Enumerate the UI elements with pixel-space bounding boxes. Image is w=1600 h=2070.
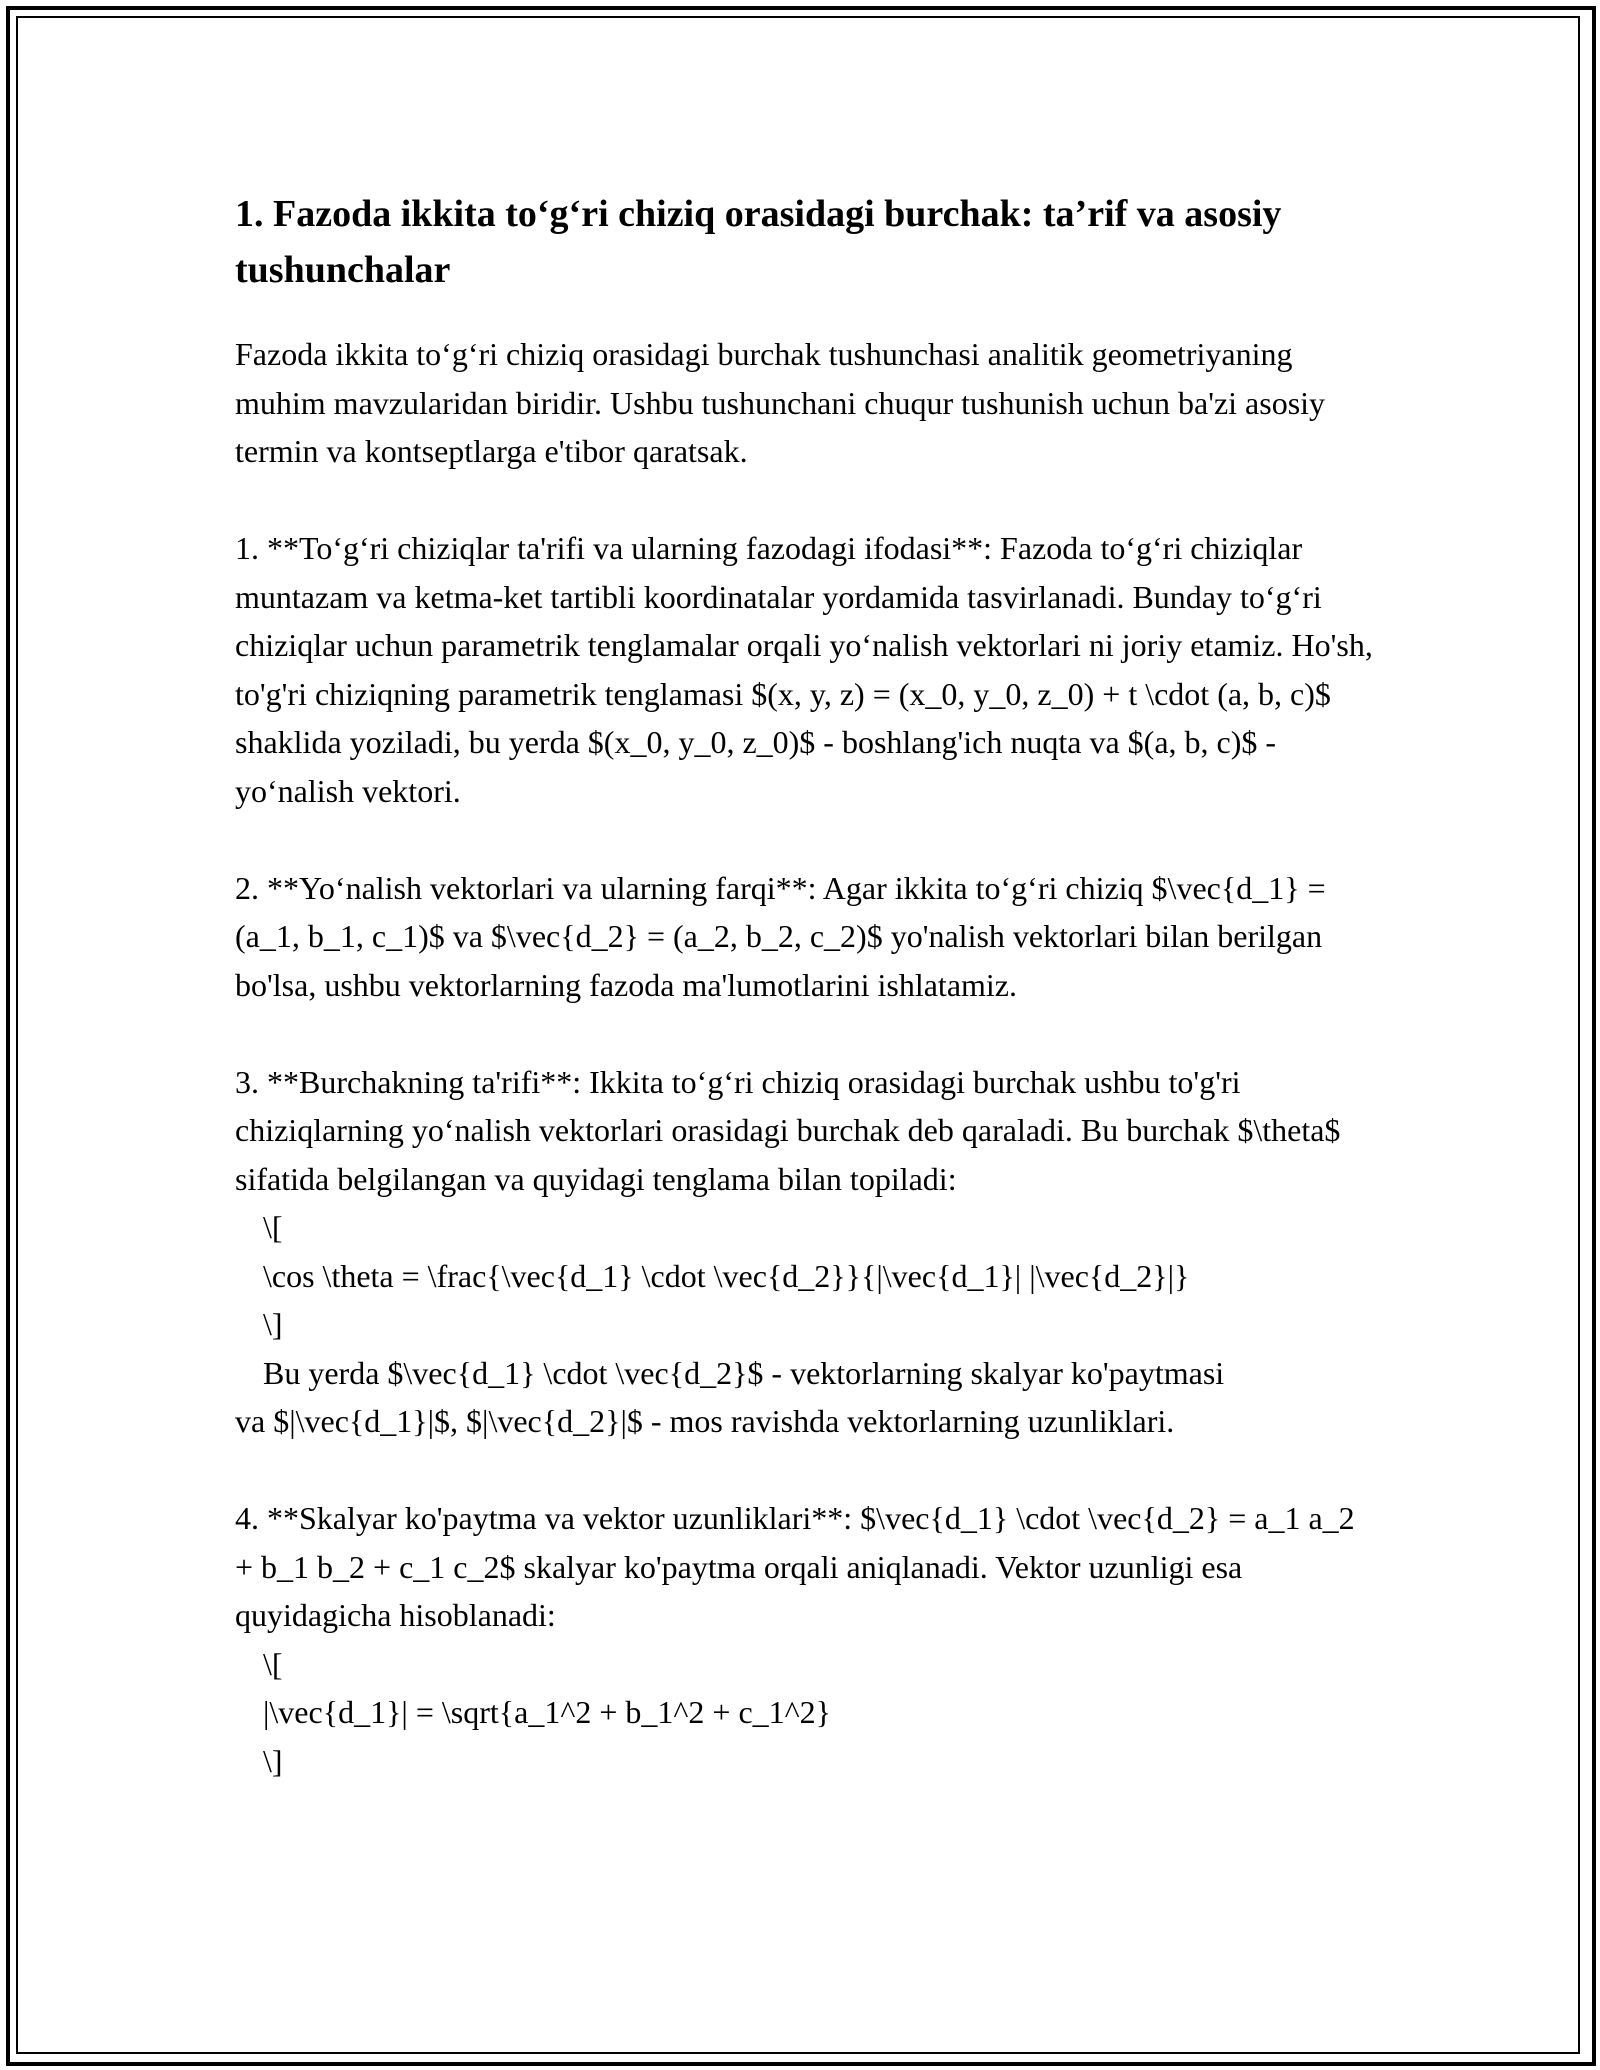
item-4-block: [235, 1494, 1375, 1785]
paragraph-gap: [235, 1446, 1375, 1495]
section-heading: 1. Fazoda ikkita to‘g‘ri chiziq orasidagi burchak: ta’rif va asosiy tushunchalar: [235, 193, 1282, 291]
display-math-close: \]: [263, 1306, 283, 1342]
item-2-paragraph: 2. **Yo‘nalish vektorlari va ularning farqi**: Agar ikkita to‘g‘ri chiziq $\vec{d_1} = (a_1, b_1, c_1)$ va $\vec{d_2} = (a_2, b_2, c_2)$ yo'nalish vektorlari bilan berilgan bo'lsa, ushbu vektorlarning fazoda ma'lumotlarini ishlatamiz.: [235, 869, 1326, 1003]
document-body: [235, 186, 1375, 1785]
item-3-paragraph: 3. **Burchakning ta'rifi**: Ikkita to‘g‘ri chiziq orasidagi burchak ushbu to'g'ri chiziqlarning yo‘nalish vektorlari orasidagi burchak deb qaraladi. Bu burchak $\theta$ sifatida belgilangan va quyidagi tenglama bilan topiladi:: [235, 1063, 1341, 1197]
item-3-explanation-line: Bu yerda $\vec{d_1} \cdot \vec{d_2}$ - vektorlarning skalyar ko'paytmasi: [263, 1354, 1225, 1391]
cos-theta-formula: \cos \theta = \frac{\vec{d_1} \cdot \vec{d_2}}{|\vec{d_1}| |\vec{d_2}|}: [263, 1257, 1190, 1294]
vector-length-formula: |\vec{d_1}| = \sqrt{a_1^2 + b_1^2 + c_1^2}: [263, 1694, 832, 1730]
display-math-open: \[: [263, 1209, 283, 1245]
display-math-close: \]: [263, 1742, 283, 1779]
paragraph-gap: [235, 476, 1375, 525]
item-1-paragraph: 1. **To‘g‘ri chiziqlar ta'rifi va ularning fazodagi ifodasi**: Fazoda to‘g‘ri chiziqlar muntazam va ketma-ket tartibli koordinatalar yordamida tasvirlanadi. Bunday to‘g‘ri chiziqlar uchun parametrik tenglamalar orqali yo‘nalish vektorlari ni joriy etamiz. Ho'sh, to'g'ri chiziqning parametrik tenglamasi $(x, y, z) = (x_0, y_0, z_0) + t \cdot (a, b, c)$ shaklida yoziladi, bu yerda $(x_0, y_0, z_0)$ - boshlang'ich nuqta va $(a, b, c)$ - yo‘nalish vektori.: [235, 530, 1373, 809]
item-3-explanation-end: va $|\vec{d_1}|$, $|\vec{d_2}|$ - mos ravishda vektorlarning uzunliklari.: [235, 1403, 1175, 1439]
item-4-paragraph: 4. **Skalyar ko'paytma va vektor uzunliklari**: $\vec{d_1} \cdot \vec{d_2} = a_1 a_2 + b_1 b_2 + c_1 c_2$ skalyar ko'paytma orqali aniqlanadi. Vektor uzunligi esa quyidagicha hisoblanadi:: [235, 1500, 1355, 1633]
item-3-block: [235, 1058, 1375, 1446]
intro-paragraph: Fazoda ikkita to‘g‘ri chiziq orasidagi burchak tushunchasi analitik geometriyaning muhim mavzularidan biridir. Ushbu tushunchani chuqur tushunish uchun ba'zi asosiy termin va kontseptlarga e'tibor qaratsak.: [235, 336, 1326, 469]
paragraph-gap: [235, 1009, 1375, 1058]
display-math-open: \[: [263, 1645, 283, 1682]
paragraph-gap: [235, 815, 1375, 864]
